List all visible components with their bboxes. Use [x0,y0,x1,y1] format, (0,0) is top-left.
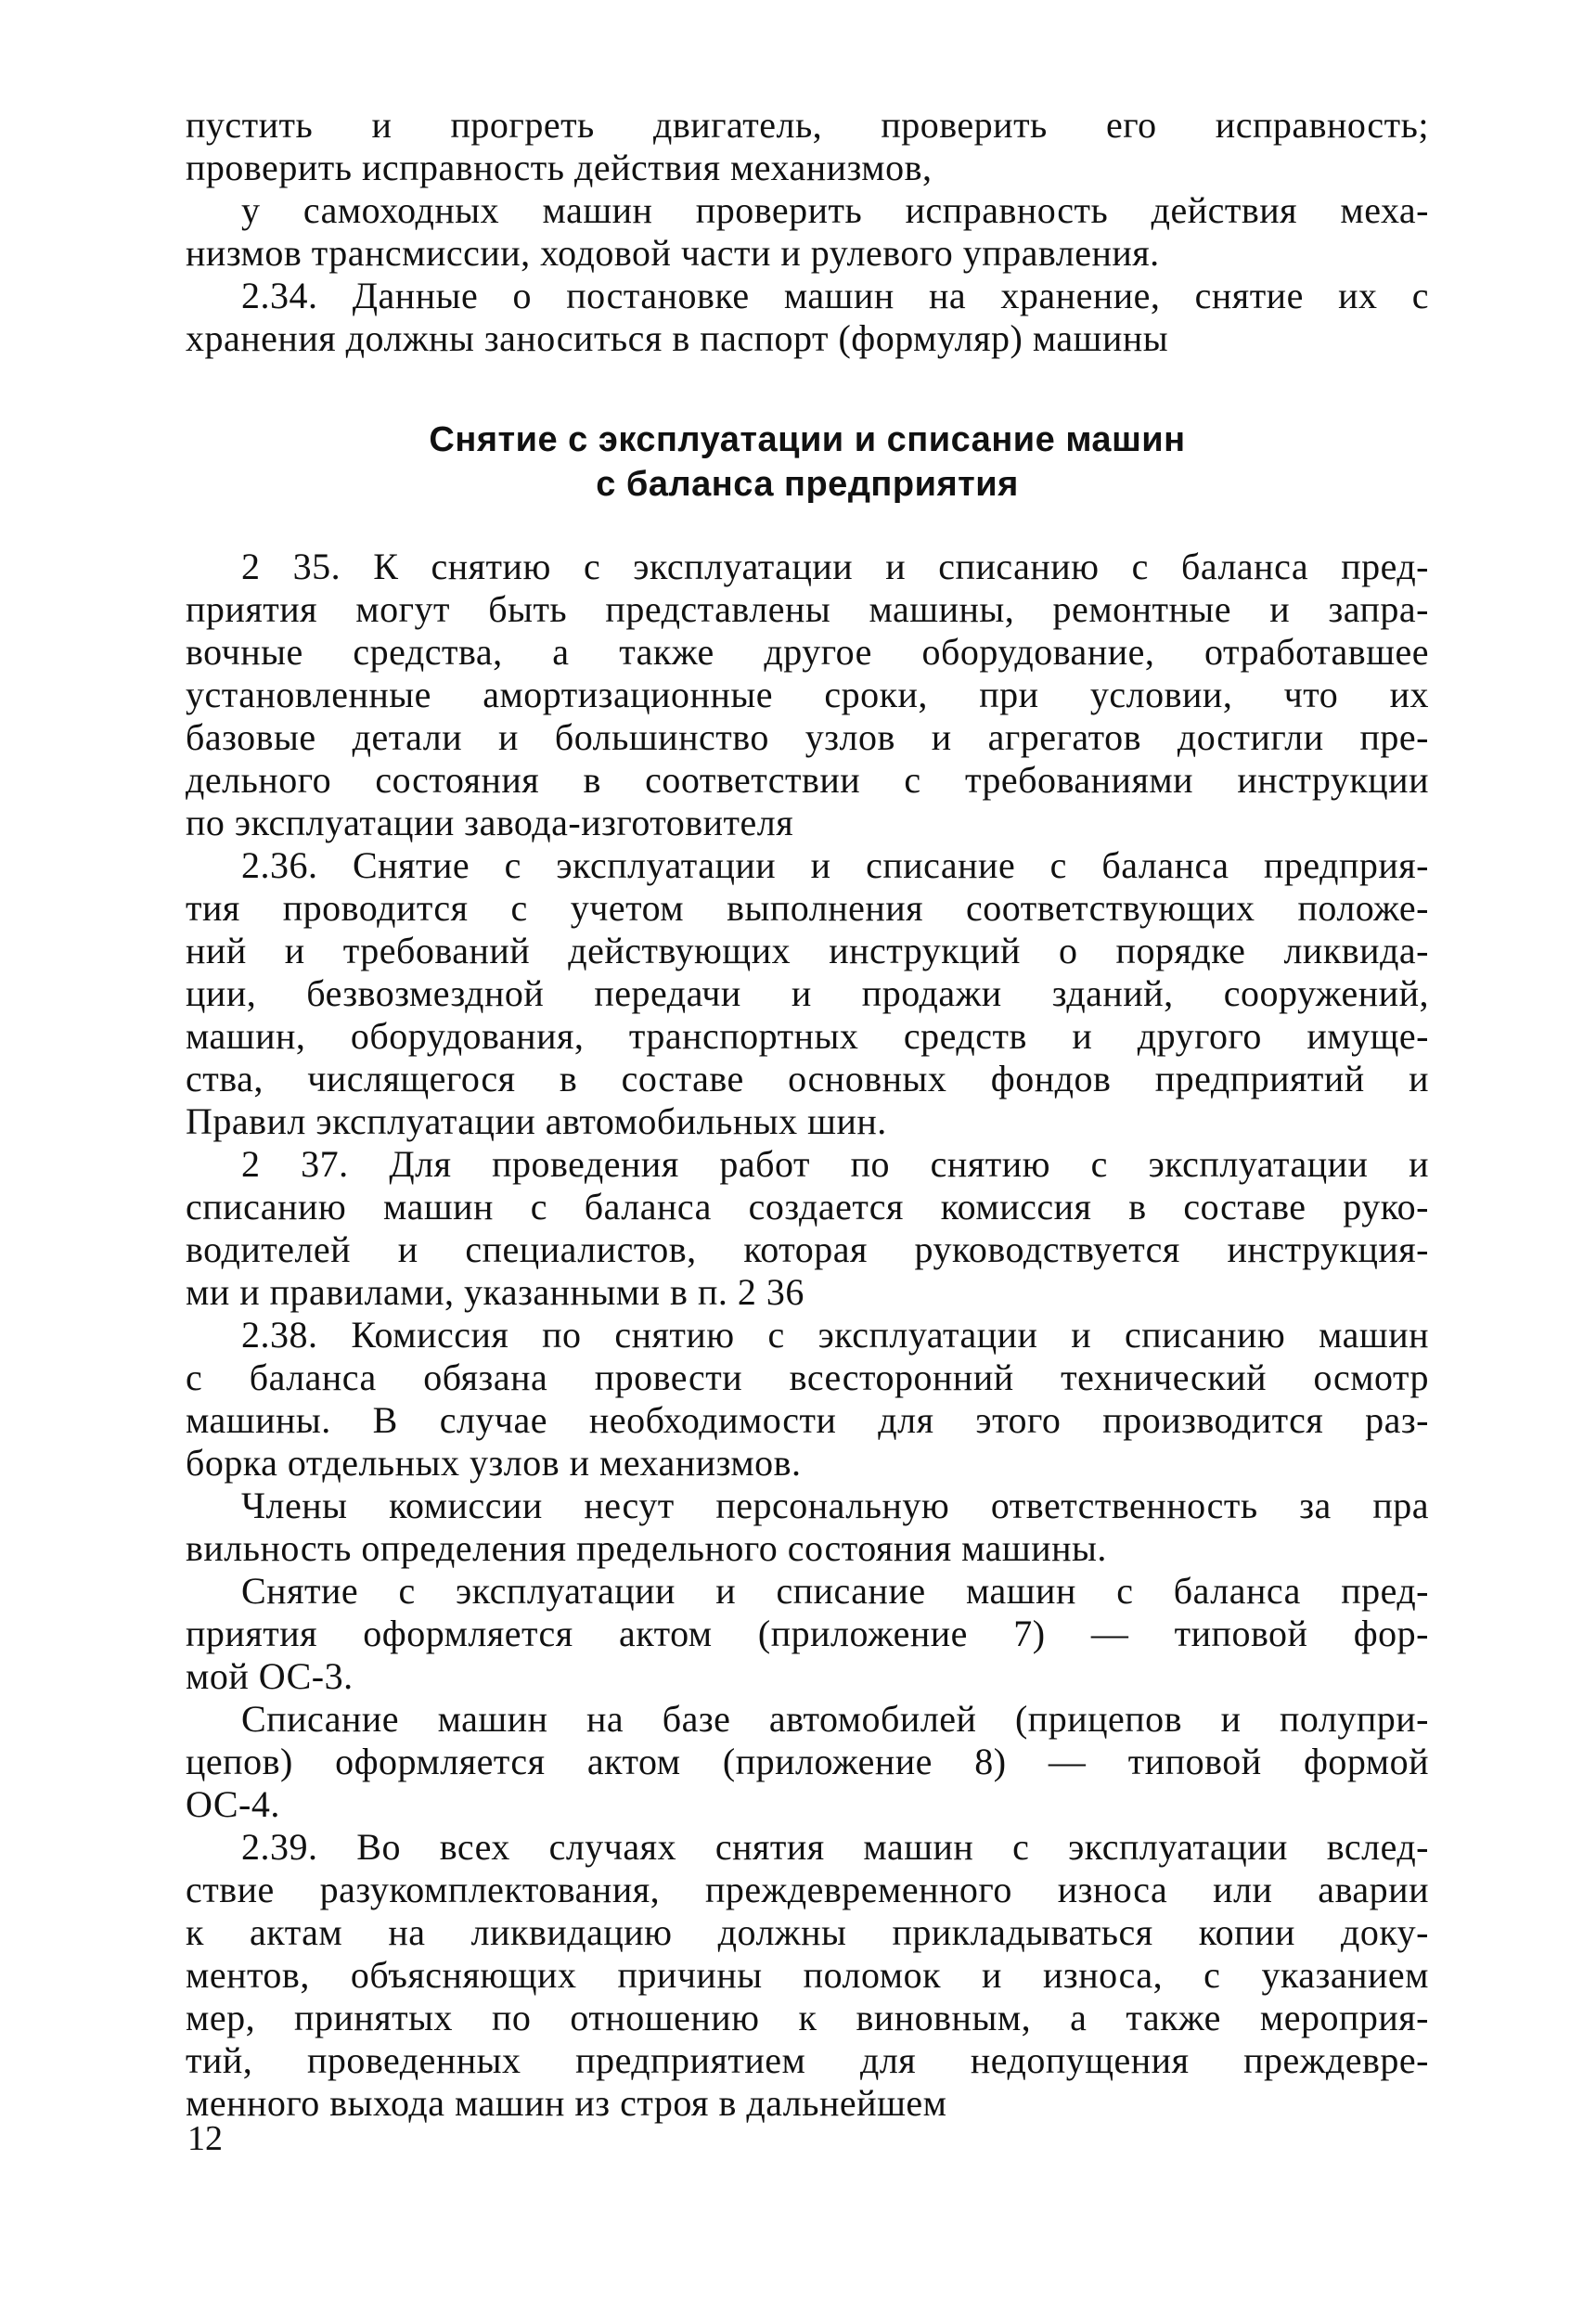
text-line: приятия могут быть представлены машины, ремонтные и запра- [186,588,1429,630]
text-line: к актам на ликвидацию должны прикладываться копии доку- [186,1911,1429,1953]
text-line: дельного состояния в соответствии с требованиями инструкции [186,759,1429,801]
text-line: вильность определения предельного состояния машины. [186,1527,1107,1569]
text-line: вочные средства, а также другое оборудование, отработавшее [186,631,1429,673]
text-line: с баланса обязана провести всесторонний технический осмотр [186,1356,1429,1398]
text-line: базовые детали и большинство узлов и агрегатов достигли пре- [186,716,1429,758]
text-line: машин, оборудования, транспортных средств и другого имуще- [186,1015,1429,1057]
text-line: Списание машин на базе автомобилей (прицепов и полупри- [241,1698,1429,1740]
text-line: менного выхода машин из строя в дальнейшем [186,2082,947,2124]
text-line: машины. В случае необходимости для этого производится раз- [186,1399,1429,1441]
section-heading-line-1: Снятие с эксплуатации и списание машин [429,420,1186,459]
text-line: Члены комиссии несут персональную ответственность за пра [241,1485,1429,1526]
text-line: мой ОС-3. [186,1655,354,1697]
text-line: 2.34. Данные о постановке машин на хранение, снятие их с [241,275,1429,316]
page-number: 12 [187,2119,223,2158]
top-paragraphs [186,104,1429,360]
text-line: 2.36. Снятие с эксплуатации и списание с баланса предприя- [241,844,1429,886]
text-line: списанию машин с баланса создается комиссия в составе руко- [186,1186,1429,1228]
text-line: ОС-4. [186,1783,280,1825]
text-line: хранения должны заноситься в паспорт (формуляр) машины [186,317,1169,359]
text-line: пустить и прогреть двигатель, проверить его исправность; [186,104,1429,146]
text-line: мер, принятых по отношению к виновным, а также мероприя- [186,1997,1429,2038]
text-line: приятия оформляется актом (приложение 7) — типовой фор- [186,1613,1429,1654]
text-line: ствие разукомплектования, преждевременного износа или аварии [186,1869,1429,1910]
text-line: ний и требований действующих инструкций о порядке ликвида- [186,930,1429,971]
section-heading-line-2: с баланса предприятия [596,465,1019,504]
text-line: тия проводится с учетом выполнения соответствующих положе- [186,887,1429,929]
text-line: ментов, объясняющих причины поломок и износа, с указанием [186,1954,1429,1996]
text-line: Снятие с эксплуатации и списание машин с баланса пред- [241,1570,1429,1612]
text-line: у самоходных машин проверить исправность действия меха- [241,189,1429,231]
text-line: проверить исправность действия механизмов, [186,147,933,188]
body-paragraphs [186,546,1429,2125]
text-line: низмов трансмиссии, ходовой части и рулевого управления. [186,232,1160,274]
text-line: ми и правилами, указанными в п. 2 36 [186,1271,804,1313]
text-line: 2 37. Для проведения работ по снятию с эксплуатации и [241,1143,1429,1185]
text-line: водителей и специалистов, которая руководствуется инструкция- [186,1228,1429,1270]
text-line: 2 35. К снятию с эксплуатации и списанию с баланса пред- [241,546,1429,587]
text-line: по эксплуатации завода-изготовителя [186,802,794,843]
text-line: цепов) оформляется актом (приложение 8) — типовой формой [186,1741,1429,1782]
section-heading [186,418,1429,507]
text-line: ции, безвозмездной передачи и продажи зданий, сооружений, [186,972,1429,1014]
text-line: ства, числящегося в составе основных фондов предприятий и [186,1058,1429,1099]
text-line: Правил эксплуатации автомобильных шин. [186,1100,887,1142]
text-line: 2.38. Комиссия по снятию с эксплуатации и списанию машин [241,1314,1429,1356]
text-line: тий, проведенных предприятием для недопущения преждевре- [186,2039,1429,2081]
text-line: борка отдельных узлов и механизмов. [186,1442,802,1484]
text-line: 2.39. Во всех случаях снятия машин с эксплуатации вслед- [241,1826,1429,1868]
text-line: установленные амортизационные сроки, при условии, что их [186,674,1429,715]
